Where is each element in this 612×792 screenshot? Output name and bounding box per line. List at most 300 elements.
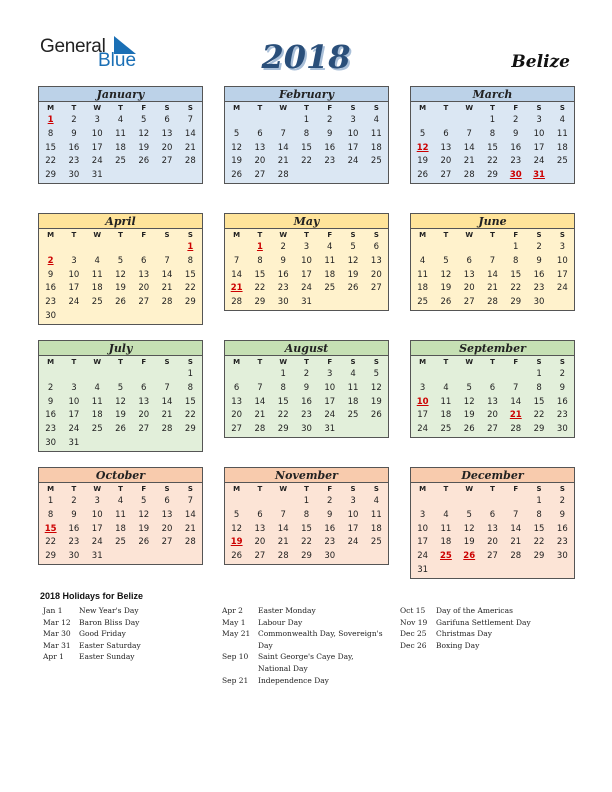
holiday-name: Baron Bliss Day: [79, 617, 140, 627]
day-cell: 30: [68, 551, 80, 562]
holiday-row: [222, 628, 387, 651]
empty-cell: [86, 241, 109, 255]
day-cell: 9: [47, 396, 54, 407]
day-cell: 1: [47, 496, 54, 506]
empty-cell: [86, 368, 109, 382]
holiday-day-cell: 31: [533, 170, 545, 181]
holiday-name: Easter Saturday: [79, 640, 141, 650]
month-name: May: [225, 214, 388, 229]
day-cell: 21: [254, 410, 266, 421]
month-name: December: [411, 468, 574, 483]
logo-text-blue: Blue: [98, 50, 137, 71]
day-cell: 4: [327, 242, 333, 252]
day-cell: 24: [556, 283, 568, 294]
day-cell: 3: [536, 115, 542, 125]
holiday-day-cell: 19: [230, 537, 243, 548]
holiday-name: Commonwealth Day, Sovereign's Day: [258, 629, 383, 650]
day-cell: 3: [94, 115, 100, 125]
day-cell: 10: [91, 509, 103, 520]
day-cell: 31: [417, 564, 429, 575]
holiday-day-cell: 21: [509, 410, 522, 421]
empty-cell: [155, 368, 178, 382]
day-cell: 4: [373, 496, 380, 506]
day-cell: 19: [115, 283, 126, 294]
day-cell: 15: [533, 523, 545, 534]
day-cell: 5: [350, 242, 356, 252]
day-cell: 2: [536, 242, 542, 252]
day-cell: 12: [115, 396, 126, 407]
day-cell: 26: [115, 424, 126, 435]
day-cell: 19: [231, 156, 243, 167]
day-cell: 16: [68, 523, 80, 534]
day-cell: 10: [91, 128, 103, 139]
weekday-header: T: [304, 104, 309, 112]
month-april: [38, 213, 203, 325]
day-cell: 12: [347, 255, 359, 266]
day-cell: 29: [277, 424, 289, 435]
day-cell: 28: [510, 551, 522, 562]
day-cell: 6: [443, 128, 449, 139]
day-cell: 5: [443, 255, 449, 266]
day-cell: 3: [71, 382, 77, 393]
day-cell: 8: [303, 509, 310, 520]
day-cell: 2: [303, 369, 310, 379]
day-cell: 8: [489, 128, 496, 139]
holiday-row: [222, 605, 387, 617]
holiday-name: Easter Sunday: [79, 652, 135, 662]
day-cell: 3: [350, 115, 356, 125]
holiday-name: Saint George's Caye Day, National Day: [258, 652, 354, 673]
holiday-row: [400, 617, 560, 629]
day-cell: 26: [370, 410, 382, 421]
month-name: April: [39, 214, 202, 229]
day-cell: 25: [347, 410, 359, 421]
day-cell: 18: [370, 142, 382, 153]
day-cell: 17: [68, 283, 80, 294]
weekday-header: T: [304, 485, 309, 493]
empty-cell: [109, 241, 132, 255]
holiday-day-cell: 15: [44, 523, 57, 534]
day-cell: 26: [463, 424, 475, 435]
empty-cell: [155, 310, 178, 324]
day-cell: 4: [443, 382, 449, 393]
weekday-header: S: [559, 231, 565, 239]
empty-cell: [481, 564, 504, 578]
month-november: [224, 467, 389, 565]
day-cell: 4: [94, 255, 100, 266]
weekday-header: F: [327, 231, 333, 239]
day-cell: 26: [115, 297, 126, 308]
day-cell: 15: [533, 396, 545, 407]
day-cell: 23: [324, 156, 336, 167]
day-cell: 24: [417, 424, 429, 435]
holiday-name: New Year's Day: [79, 606, 139, 615]
day-cell: 8: [303, 128, 310, 139]
day-cell: 19: [138, 142, 150, 153]
holidays-column: [400, 605, 560, 651]
day-cell: 8: [280, 382, 286, 393]
month-july: [38, 340, 203, 452]
day-cell: 15: [184, 396, 196, 407]
day-cell: 25: [370, 156, 382, 167]
day-cell: 4: [443, 509, 449, 520]
empty-cell: [481, 241, 504, 255]
empty-cell: [434, 114, 457, 128]
day-cell: 23: [510, 156, 522, 167]
day-cell: 31: [91, 170, 103, 181]
day-cell: 26: [417, 170, 429, 181]
empty-cell: [458, 241, 481, 255]
holiday-day-cell: 1: [187, 242, 194, 252]
empty-cell: [225, 241, 248, 255]
empty-cell: [458, 495, 481, 509]
day-cell: 10: [301, 255, 312, 266]
empty-cell: [481, 368, 504, 382]
day-cell: 5: [373, 369, 380, 379]
weekday-header: M: [419, 231, 427, 239]
day-cell: 18: [347, 396, 359, 407]
day-cell: 6: [489, 382, 496, 393]
empty-cell: [109, 169, 132, 183]
day-cell: 8: [257, 255, 263, 266]
weekday-header: S: [350, 358, 356, 366]
day-cell: 2: [513, 115, 519, 125]
empty-cell: [272, 495, 295, 509]
empty-cell: [481, 495, 504, 509]
day-cell: 30: [277, 297, 289, 308]
month-december: [410, 467, 575, 579]
weekday-header: S: [164, 104, 170, 112]
day-cell: 18: [115, 142, 126, 153]
day-cell: 10: [68, 396, 80, 407]
holiday-day-cell: 1: [47, 115, 54, 125]
day-cell: 28: [184, 156, 196, 167]
day-cell: 31: [301, 297, 312, 308]
day-cell: 4: [559, 115, 566, 125]
empty-cell: [86, 437, 109, 451]
day-cell: 29: [45, 170, 57, 181]
day-cell: 6: [466, 255, 472, 266]
weekday-header: M: [47, 104, 55, 112]
weekday-header: T: [490, 485, 495, 493]
day-cell: 12: [138, 509, 150, 520]
weekday-header: F: [513, 358, 519, 366]
holiday-day-cell: 10: [416, 396, 429, 407]
day-cell: 30: [324, 551, 336, 562]
month-name: November: [225, 468, 388, 483]
weekday-header: T: [304, 231, 309, 239]
day-cell: 28: [161, 424, 173, 435]
month-september: [410, 340, 575, 438]
empty-cell: [341, 550, 364, 564]
holiday-name: Labour Day: [258, 617, 303, 627]
day-cell: 24: [347, 537, 359, 548]
day-cell: 7: [164, 255, 170, 266]
day-cell: 4: [117, 115, 124, 125]
day-cell: 22: [184, 410, 196, 421]
day-cell: 29: [301, 551, 312, 562]
holiday-date: Dec 25: [400, 629, 427, 639]
day-cell: 28: [161, 297, 173, 308]
weekday-header: S: [350, 485, 356, 493]
day-cell: 20: [231, 410, 243, 421]
day-cell: 21: [184, 142, 196, 153]
day-cell: 23: [556, 537, 568, 548]
day-cell: 11: [440, 523, 452, 534]
empty-cell: [225, 368, 248, 382]
holiday-row: [400, 640, 560, 652]
month-may: [224, 213, 389, 311]
day-cell: 26: [231, 170, 243, 181]
empty-cell: [132, 241, 155, 255]
day-cell: 1: [187, 369, 194, 379]
day-cell: 17: [347, 142, 359, 153]
holiday-date: Sep 10: [222, 652, 249, 662]
day-cell: 3: [303, 242, 310, 252]
empty-cell: [39, 368, 62, 382]
weekday-header: W: [279, 104, 288, 112]
empty-cell: [39, 241, 62, 255]
day-cell: 12: [463, 523, 475, 534]
day-cell: 6: [164, 115, 170, 125]
day-cell: 14: [277, 142, 289, 153]
day-cell: 25: [440, 424, 452, 435]
day-cell: 8: [536, 382, 542, 393]
day-cell: 23: [277, 283, 289, 294]
weekday-header: S: [536, 104, 542, 112]
day-cell: 29: [510, 297, 522, 308]
day-cell: 5: [466, 509, 472, 520]
day-cell: 28: [277, 551, 289, 562]
weekday-header: T: [257, 104, 263, 112]
day-cell: 27: [161, 537, 173, 548]
day-cell: 23: [45, 424, 57, 435]
day-cell: 28: [231, 297, 243, 308]
day-cell: 13: [370, 255, 382, 266]
day-cell: 20: [161, 142, 173, 153]
day-cell: 23: [324, 537, 336, 548]
day-cell: 10: [347, 128, 359, 139]
day-cell: 19: [463, 410, 475, 421]
empty-cell: [225, 114, 248, 128]
empty-cell: [225, 495, 248, 509]
day-cell: 15: [301, 142, 312, 153]
day-cell: 18: [115, 523, 126, 534]
day-cell: 16: [533, 269, 545, 280]
empty-cell: [504, 368, 527, 382]
day-cell: 26: [347, 283, 359, 294]
empty-cell: [155, 550, 178, 564]
day-cell: 14: [184, 128, 196, 139]
weekday-header: S: [187, 485, 193, 493]
day-cell: 19: [347, 269, 359, 280]
day-cell: 8: [536, 509, 542, 520]
day-cell: 1: [280, 369, 286, 379]
day-cell: 20: [254, 156, 266, 167]
month-name: March: [411, 87, 574, 102]
weekday-header: M: [233, 104, 241, 112]
weekday-header: W: [465, 358, 474, 366]
day-cell: 22: [254, 283, 266, 294]
holiday-date: Mar 31: [43, 640, 71, 650]
day-cell: 12: [463, 396, 475, 407]
day-cell: 8: [47, 509, 54, 520]
weekday-header: F: [141, 358, 147, 366]
day-cell: 9: [559, 509, 566, 520]
empty-cell: [365, 550, 388, 564]
day-cell: 31: [91, 551, 103, 562]
weekday-header: T: [71, 358, 77, 366]
day-cell: 19: [138, 523, 150, 534]
weekday-header: S: [373, 358, 379, 366]
month-june: [410, 213, 575, 311]
empty-cell: [341, 296, 364, 310]
empty-cell: [365, 296, 388, 310]
day-cell: 24: [347, 156, 359, 167]
day-cell: 29: [254, 297, 266, 308]
day-cell: 14: [510, 523, 522, 534]
day-cell: 13: [138, 396, 150, 407]
empty-cell: [109, 310, 132, 324]
empty-cell: [341, 169, 364, 183]
day-cell: 24: [91, 156, 103, 167]
day-cell: 18: [556, 142, 568, 153]
day-cell: 27: [370, 283, 382, 294]
day-cell: 10: [556, 255, 568, 266]
day-cell: 21: [277, 537, 289, 548]
day-cell: 22: [510, 283, 522, 294]
day-cell: 9: [71, 128, 77, 139]
day-cell: 6: [257, 128, 263, 139]
month-name: February: [225, 87, 388, 102]
empty-cell: [504, 564, 527, 578]
empty-cell: [179, 437, 202, 451]
day-cell: 20: [463, 283, 475, 294]
day-cell: 14: [161, 396, 173, 407]
month-january: [38, 86, 203, 184]
day-cell: 27: [463, 297, 475, 308]
day-cell: 10: [347, 509, 359, 520]
day-cell: 11: [440, 396, 452, 407]
day-cell: 6: [373, 242, 380, 252]
day-cell: 30: [68, 170, 80, 181]
day-cell: 19: [463, 537, 475, 548]
empty-cell: [411, 368, 434, 382]
day-cell: 12: [115, 269, 126, 280]
day-cell: 7: [187, 115, 194, 125]
day-cell: 24: [301, 283, 312, 294]
empty-cell: [434, 564, 457, 578]
day-cell: 11: [91, 396, 103, 407]
day-cell: 25: [91, 297, 103, 308]
day-cell: 9: [47, 269, 54, 280]
holiday-date: Mar 30: [43, 629, 71, 639]
weekday-header: T: [118, 104, 123, 112]
holiday-date: Apr 2: [222, 606, 243, 615]
holiday-row: [43, 640, 203, 652]
day-cell: 9: [536, 255, 542, 266]
empty-cell: [458, 114, 481, 128]
day-cell: 7: [164, 382, 170, 393]
day-cell: 14: [463, 142, 475, 153]
weekday-header: S: [536, 231, 542, 239]
day-cell: 4: [350, 369, 356, 379]
holiday-name: Independence Day: [258, 675, 329, 685]
weekday-header: M: [419, 485, 427, 493]
holiday-date: Sep 21: [222, 675, 249, 685]
day-cell: 17: [68, 410, 80, 421]
holiday-name: Easter Monday: [258, 606, 316, 615]
day-cell: 12: [440, 269, 452, 280]
weekday-header: M: [419, 104, 427, 112]
day-cell: 2: [71, 115, 77, 125]
day-cell: 19: [440, 283, 452, 294]
month-name: January: [39, 87, 202, 102]
weekday-header: M: [233, 231, 241, 239]
day-cell: 2: [280, 242, 286, 252]
holiday-name: Good Friday: [79, 629, 126, 639]
empty-cell: [132, 169, 155, 183]
weekday-header: S: [559, 358, 565, 366]
day-cell: 16: [324, 142, 336, 153]
day-cell: 21: [277, 156, 289, 167]
day-cell: 16: [45, 283, 57, 294]
day-cell: 16: [277, 269, 289, 280]
weekday-header: T: [443, 358, 449, 366]
holiday-day-cell: 12: [416, 142, 429, 153]
weekday-header: T: [257, 485, 263, 493]
day-cell: 23: [68, 156, 80, 167]
day-cell: 15: [254, 269, 266, 280]
day-cell: 30: [45, 437, 57, 448]
day-cell: 7: [187, 496, 194, 506]
day-cell: 11: [370, 128, 382, 139]
weekday-header: F: [141, 104, 147, 112]
day-cell: 16: [45, 410, 57, 421]
day-cell: 22: [45, 537, 57, 548]
day-cell: 30: [45, 310, 57, 321]
holidays-title: 2018 Holidays for Belize: [40, 591, 144, 601]
day-cell: 5: [141, 496, 147, 506]
day-cell: 17: [556, 269, 568, 280]
holiday-date: Apr 1: [43, 652, 64, 662]
holiday-date: Nov 19: [400, 617, 428, 627]
day-cell: 22: [533, 410, 545, 421]
day-cell: 28: [277, 170, 289, 181]
day-cell: 8: [187, 255, 194, 266]
day-cell: 27: [138, 297, 150, 308]
day-cell: 27: [254, 170, 266, 181]
day-cell: 4: [419, 255, 426, 266]
day-cell: 7: [257, 382, 263, 393]
day-cell: 2: [47, 382, 54, 393]
day-cell: 2: [327, 115, 333, 125]
holiday-day-cell: 26: [463, 551, 476, 562]
day-cell: 12: [231, 523, 243, 534]
day-cell: 3: [71, 255, 77, 266]
weekday-header: M: [47, 358, 55, 366]
day-cell: 16: [68, 142, 80, 153]
day-cell: 9: [280, 255, 286, 266]
year-title: 2018: [261, 38, 351, 76]
day-cell: 24: [417, 551, 429, 562]
weekday-header: W: [93, 231, 102, 239]
day-cell: 11: [115, 509, 126, 520]
day-cell: 7: [233, 255, 240, 266]
weekday-header: S: [350, 231, 356, 239]
day-cell: 9: [327, 509, 333, 520]
day-cell: 2: [559, 496, 566, 506]
